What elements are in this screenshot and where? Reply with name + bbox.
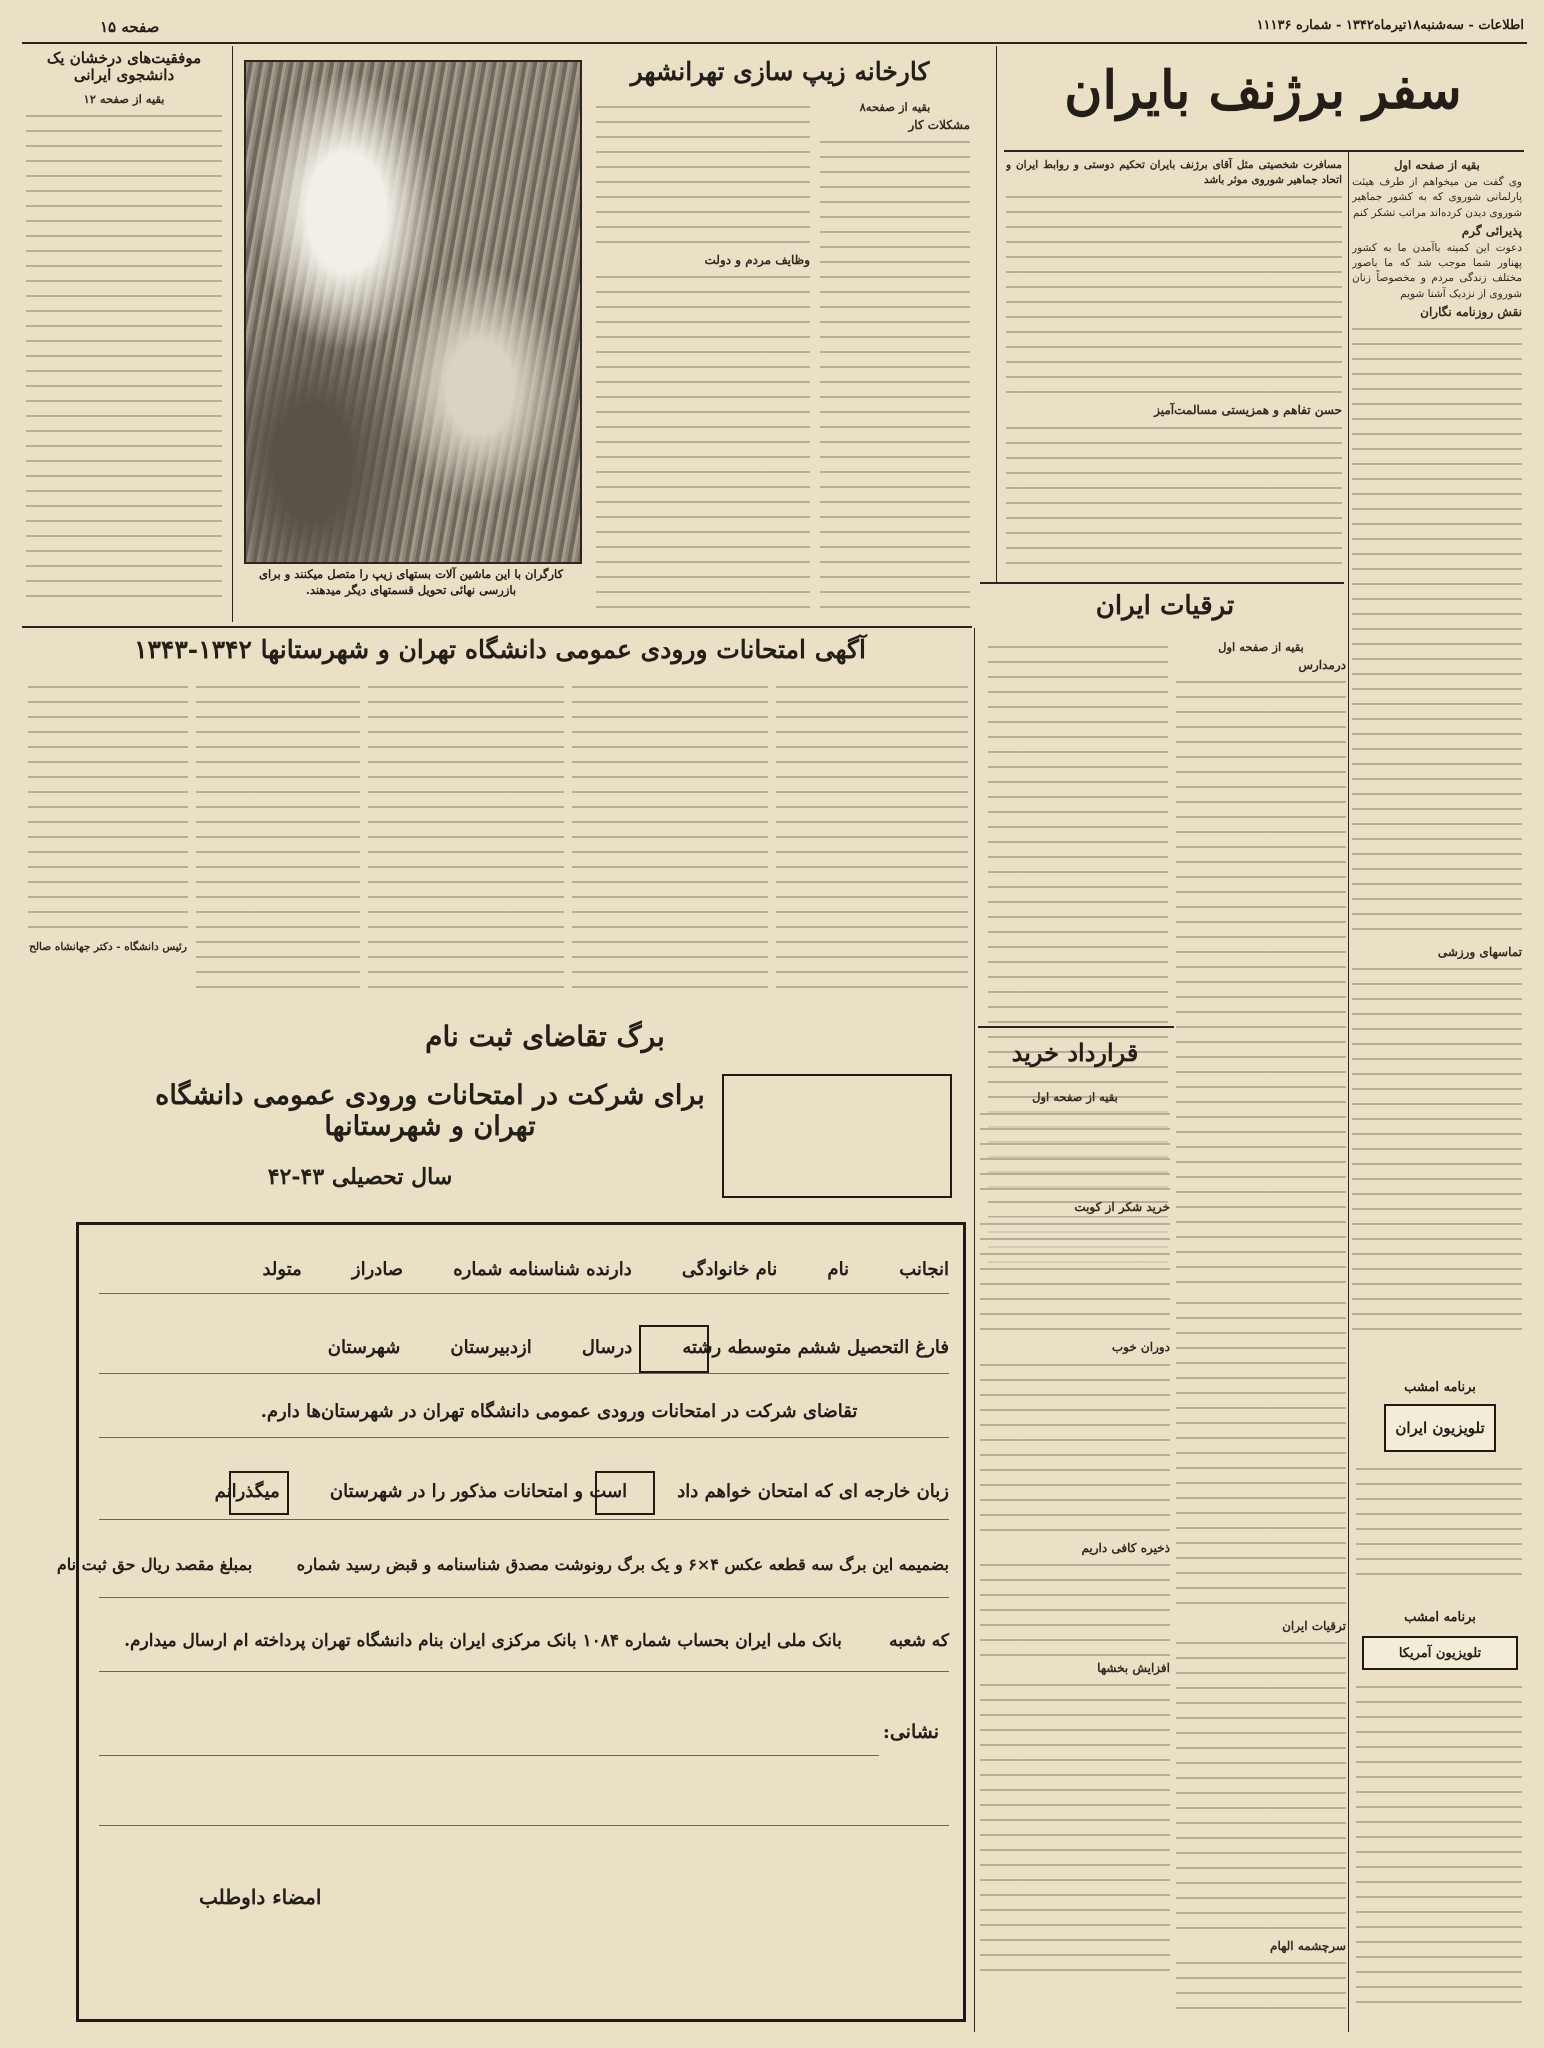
contract-text-3 <box>980 1358 1170 1538</box>
progress-sub3: سرچشمه الهام <box>1270 1939 1346 1954</box>
zipper-column-2 <box>596 100 810 620</box>
brezhnev-text-6 <box>1006 421 1342 571</box>
brezhnev-sub3: حسن تفاهم و همزیستی مسالمت‌آمیز <box>1154 403 1342 418</box>
contract-continued: بقیه از صفحه اول <box>1032 1090 1118 1104</box>
contract-text-5 <box>980 1678 1170 1978</box>
exam-signature: رئیس دانشگاه - دکتر جهانشاه صالح <box>29 941 187 953</box>
progress-text-5 <box>1176 1956 1346 2016</box>
form-line-3: تقاضای شرکت در امتحانات ورودی عمومی دانشگاه تهران در شهرستان‌ها دارم. <box>260 1401 858 1422</box>
exam-headline: آگهی امتحانات ورودی عمومی دانشگاه تهران و شهرستانها ۱۳۴۲-۱۳۴۳ <box>134 635 866 664</box>
tv-program-label-2: برنامه امشب <box>1404 1610 1476 1625</box>
form-address-label: نشانی: <box>882 1721 939 1743</box>
brezhnev-sub4: تماسهای ورزشی <box>1437 945 1522 960</box>
tv-logo-america: تلویزیون آمریکا <box>1362 1636 1518 1670</box>
brezhnev-text-1: وی گفت من میخواهم از طرف هیئت پارلمانی شوروی که به کشور جماهیر شوروی دیدن کرده‌اند مراتب تشکر کنم <box>1352 176 1522 219</box>
contract-text-2 <box>980 1217 1170 1337</box>
exam-text-1 <box>776 680 968 990</box>
section-rule <box>22 626 972 628</box>
col-rule-2 <box>996 46 997 582</box>
form-line-4: زبان خارجه ای که امتحان خواهم داد است و امتحانات مذکور را در شهرستان میگذرانم <box>214 1481 949 1502</box>
tv-schedule-1 <box>1356 1462 1522 1602</box>
contract-sub3: ذخیره کافی داریم <box>1081 1540 1170 1555</box>
col-rule-4 <box>974 628 975 2032</box>
tv-logo-iran: تلویزیون ایران <box>1384 1404 1496 1452</box>
form-stamp-box <box>722 1074 952 1198</box>
contract-sub4: افزایش بخشها <box>1097 1660 1170 1675</box>
exam-col-3 <box>368 680 564 1010</box>
form-rule-4 <box>99 1519 949 1520</box>
form-field-box-1[interactable] <box>639 1325 709 1373</box>
tv-schedule-2-text <box>1356 1680 1522 2012</box>
factory-photo <box>244 60 582 564</box>
col-rule-1 <box>232 46 233 622</box>
zipper-text-3 <box>596 270 810 620</box>
page-number: صفحه ۱۵ <box>100 18 160 36</box>
progress-sub1: درمدارس <box>1298 658 1346 673</box>
contract-text-1 <box>980 1107 1170 1197</box>
students-column <box>26 92 222 610</box>
brezhnev-sub1: پذیرائی گرم <box>1461 223 1522 238</box>
progress-text-4 <box>1176 1636 1346 1936</box>
form-rule-6 <box>99 1671 949 1672</box>
contract-sub1: خرید شکر از کوبت <box>1074 1200 1170 1215</box>
form-field-box-3[interactable] <box>229 1471 289 1515</box>
photo-caption: کارگران با این ماشین آلات بستهای زیپ را متصل میکنند و برای بازرسی نهائی تحویل قسمتهای دیگر میدهند. <box>258 567 564 597</box>
contract-headline: قرارداد خرید <box>1011 1038 1139 1067</box>
exam-text-4 <box>196 680 360 990</box>
issue-info: اطلاعات - سه‌شنبه۱۸تیرماه۱۳۴۲ - شماره ۱۱۱۳۶ <box>1256 18 1524 33</box>
form-signature-label: امضاء داوطلب <box>199 1885 322 1909</box>
exam-text-2 <box>572 680 768 990</box>
progress-sub2: ترقیات ایران <box>1282 1619 1346 1633</box>
tv-program-label: برنامه امشب <box>1404 1380 1476 1395</box>
tv-schedule-1-text <box>1356 1462 1522 1582</box>
zipper-sub1: مشکلات کار <box>908 118 970 133</box>
students-text <box>26 109 222 607</box>
col-rule-3 <box>1348 152 1349 2032</box>
brezhnev-rule <box>1004 150 1524 152</box>
form-address-line-2[interactable] <box>99 1825 949 1826</box>
progress-column-lower <box>1176 1296 1346 2032</box>
form-year: سال تحصیلی ۴۳-۴۲ <box>267 1164 453 1190</box>
progress-rule <box>980 582 1344 584</box>
brezhnev-sub2: نقش روزنامه نگاران <box>1420 304 1522 319</box>
form-line-5: بضمیمه این برگ سه قطعه عکس ۴×۶ و یک برگ رونوشت مصدق شناسنامه و قبض رسید شماره بمبلغ مقصد ریال حق ثبت نام <box>56 1555 949 1574</box>
zipper-column-1 <box>820 100 970 620</box>
zipper-text-2 <box>596 100 810 250</box>
progress-column-right <box>1176 640 1346 1290</box>
students-headline: موفقیت‌های درخشان یک دانشجوی ایرانی <box>46 49 202 84</box>
contract-column <box>980 1090 1170 2032</box>
progress-text-1 <box>1176 675 1346 1290</box>
form-line-6: که شعبه بانک ملی ایران بحساب شماره ۱۰۸۴ بانک مرکزی ایران بنام دانشگاه تهران پرداخته ام ارسال میدارم. <box>124 1631 949 1651</box>
contract-text-4 <box>980 1558 1170 1658</box>
exam-col-1 <box>776 680 968 1010</box>
tv-schedule-2 <box>1356 1680 1522 2032</box>
zipper-headline: کارخانه زیپ سازی تهرانشهر <box>630 57 930 86</box>
brezhnev-text-4 <box>1352 962 1522 1342</box>
form-address-line[interactable] <box>99 1755 879 1756</box>
exam-text-5 <box>28 680 188 940</box>
masthead-rule <box>22 42 1527 44</box>
progress-headline: ترقیات ایران <box>1095 591 1235 621</box>
brezhnev-text-3 <box>1352 322 1522 942</box>
registration-form <box>56 1222 966 2022</box>
brezhnev-column-mid <box>1006 158 1342 578</box>
exam-col-4 <box>196 680 360 1010</box>
form-field-box-2[interactable] <box>595 1471 655 1515</box>
students-continued: بقیه از صفحه ۱۲ <box>83 92 165 106</box>
form-line-2: فارغ التحصیل ششم متوسطه رشته درسال ازدبیرستان شهرستان <box>327 1337 949 1358</box>
progress-text-3 <box>1176 1296 1346 1616</box>
form-rule-2 <box>99 1373 949 1374</box>
form-rule-3 <box>99 1437 949 1438</box>
form-rule-5 <box>99 1597 949 1598</box>
form-title: برگ تقاضای ثبت نام <box>425 1020 665 1053</box>
zipper-sub2: وظایف مردم و دولت <box>704 253 810 267</box>
brezhnev-continued: بقیه از صفحه اول <box>1394 158 1480 172</box>
form-line-1: انجانب نام نام خانوادگی دارنده شناسنامه شماره صادراز متولد <box>262 1259 949 1280</box>
brezhnev-text-mid: مسافرت شخصیتی مثل آقای برژنف بایران تحکیم دوستی و روابط ایران و اتحاد جماهیر شوروی موثر باشد <box>1006 159 1342 187</box>
form-subtitle: برای شرکت در امتحانات ورودی عمومی دانشگاه تهران و شهرستانها <box>155 1080 705 1142</box>
exam-text-3 <box>368 680 564 990</box>
form-rule-1 <box>99 1293 949 1294</box>
contract-rule <box>978 1026 1174 1028</box>
exam-col-5 <box>28 680 188 1010</box>
contract-sub2: دوران خوب <box>1111 1340 1170 1355</box>
brezhnev-text-2: دعوت این کمیته باآمدن ما به کشور پهناور شما موجب شد که ما باصور مختلف زندگی مردم و مخصوصاً زنان شوروی از نزدیک آشنا شویم <box>1352 242 1522 300</box>
zipper-continued: بقیه از صفحه۸ <box>859 100 931 114</box>
zipper-text-1 <box>820 135 970 620</box>
brezhnev-headline: سفر برژنف بایران <box>1064 60 1462 121</box>
progress-continued: بقیه از صفحه اول <box>1218 640 1304 654</box>
exam-col-2 <box>572 680 768 1010</box>
brezhnev-text-5 <box>1006 190 1342 400</box>
